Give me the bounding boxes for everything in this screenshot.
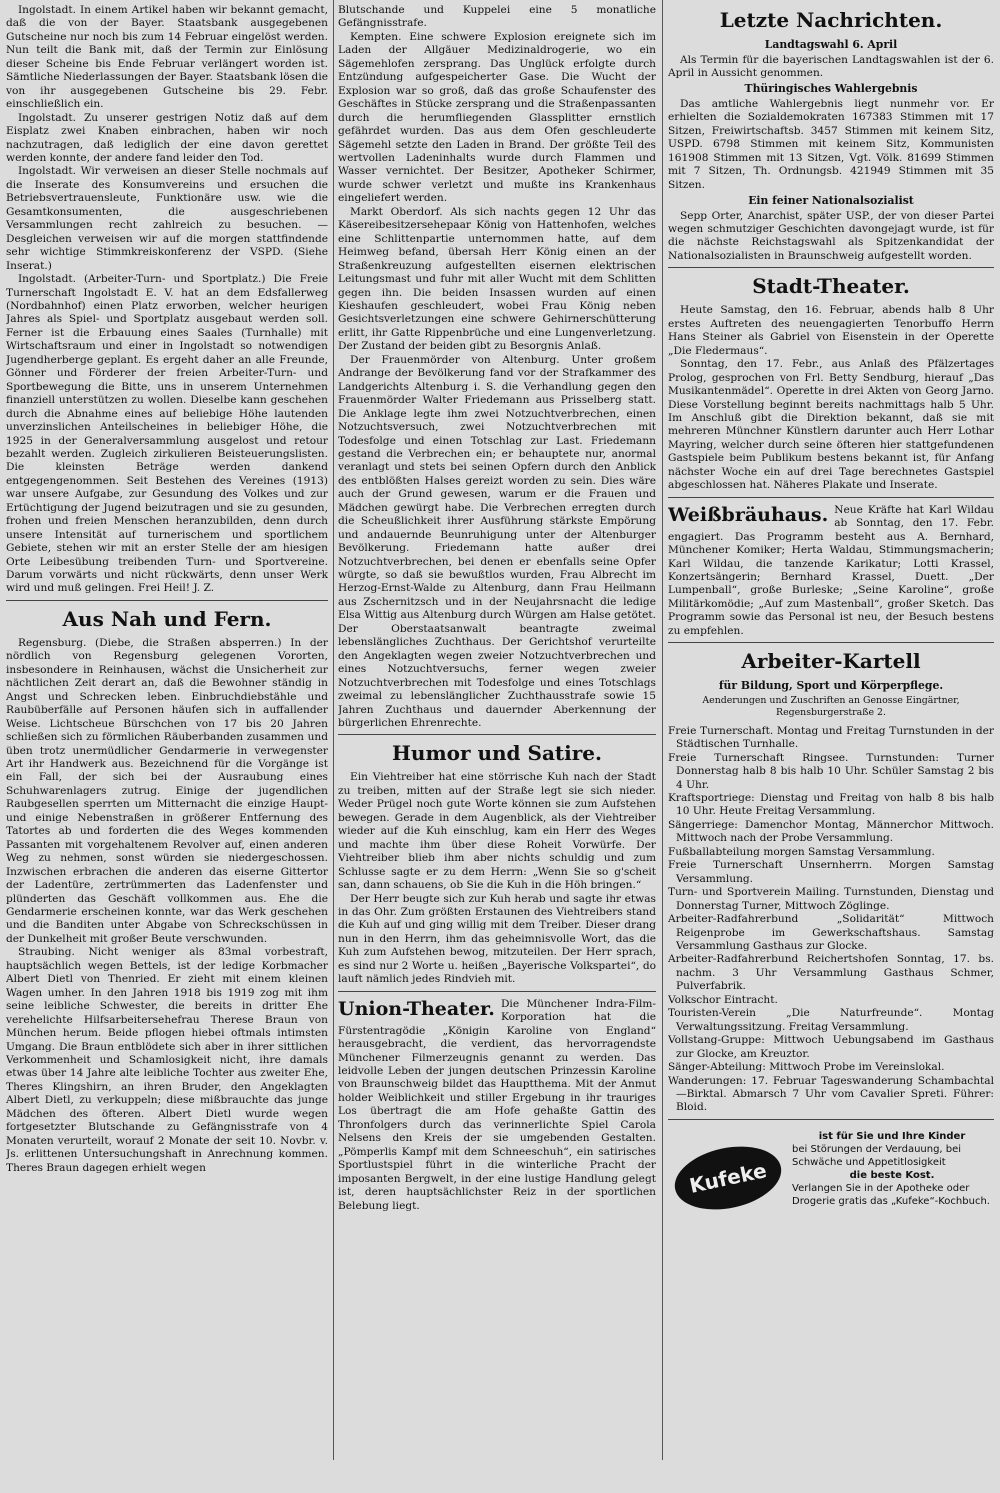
article-stadt-theater-2: Sonntag, den 17. Febr., aus Anlaß des Pfälzertages Prolog, gesprochen von Frl. Betty Sendburg, hierauf „Das Musikantenmädel“. Operette in drei Akten von Georg Jarno. Diese Vorstellung beginnt bereits nachmittags halb 5 Uhr. Im Anschluß gibt die Direktion bekannt, daß sie mit mehreren Münchner Künstlern darunter auch Herr Lothar Mayring, welcher durch seine öfteren hier stattgefundenen Gastspiele beim Publikum bestens bekannt ist, für Anfang nächster Woche ein auf drei Tage berechnetes Gastspiel abgeschlossen hat. Näheres Plakate und Inserate. bbox=[668, 358, 994, 492]
list-item: Volkschor Eintracht. bbox=[668, 993, 778, 1006]
list-item: Vollstang-Gruppe: Mittwoch Uebungsabend im Gasthaus zur Glocke, am Kreuztor. bbox=[668, 1034, 994, 1060]
article-union-theater bbox=[338, 998, 656, 1213]
article-weissbraeuhaus bbox=[668, 504, 994, 639]
union-theater-text: Die Münchener Indra-Film-Korporation hat die Fürstentragödie „Königin Karoline von England“ herausgebracht, die verdient, das hervorragendste Münchener Filmerzeugnis genannt zu werden. Das leidvolle Leben der jungen deutschen Prinzessin Karoline von Braunschweig bildet das Hauptthema. Mit der Anmut holder Weiblichkeit und stiller Ergebung in ihr trauriges Los übertragt die am Hofe gehaßte Gattin des Thronfolgers durch das verinnerlichte Spiel Carola Nelsens den Kreis der sie umgebenden Gestalten. „Pömperlis Kampf mit dem Schneeschuh“, ein satirisches Sportlustspiel führt in die winterliche Pracht der imposanten Bergwelt, in der eine lustige Handlung gelegt ist, deren hauptsächlichster Reiz in der sportlichen Belebung liegt. bbox=[338, 997, 656, 1212]
kufeke-logo-text: Kufeke bbox=[687, 1158, 769, 1198]
list-item: Kraftsportriege: Dienstag und Freitag von halb 8 bis halb 10 Uhr. Heute Freitag Versammlung. bbox=[668, 792, 994, 818]
divider bbox=[668, 497, 994, 498]
column-rule bbox=[662, 0, 663, 1460]
article-nationalsozialist: Sepp Orter, Anarchist, später USP., der von dieser Partei wegen schmutziger Geschichten davongejagt wurde, ist für die nächste Reichstagswahl als Spitzenkandidat der Nationalsozialisten in Braunschweig aufgestellt worden. bbox=[668, 209, 994, 262]
list-item: Arbeiter-Radfahrerbund Reichertshofen Sonntag, 17. bs. nachm. 3 Uhr Versammlung Gasthaus Schmer, Pulverfabrik. bbox=[668, 953, 994, 993]
column-left bbox=[6, 4, 328, 1454]
article-frauenmoerder-altenburg: Der Frauenmörder von Altenburg. Unter großem Andrange der Bevölkerung fand vor der Strafkammer des Landgerichts Altenburg i. S. die Verhandlung gegen den Frauenmörder Walter Friedemann aus Prisselberg statt. Die Anklage legte ihm zwei Notzuchtverbrechen, einen Notzuchtsversuch, zwei Notzuchtverbrechen mit Todesfolge und einen Totschlag zur Last. Friedemann gestand die Verbrechen ein; er behauptete nur, anormal veranlagt und stets bei seinen Opfern durch den Anblick des entblößten Halses gereizt worden zu sein. Dies wäre auch der Grund gewesen, warum er die Frauen und Mädchen gewürgt habe. Die Verbrechen erregten durch die Scheußlichkeit ihrer Ausführung stärkste Empörung und andauernde Beunruhigung unter der Altenburger Bevölkerung. Friedemann hatte außer drei Notzuchtverbrechen, bei denen er ebenfalls seine Opfer würgte, so daß sie bewußtlos wurden, Frau Albrecht im Herzog-Ernst-Walde zu Altenburg, dann Frau Heilmann aus Zschernitzsch und in der Neujahrsnacht die ledige Elsa Wittig aus Altenburg durch Würgen am Halse getötet. Der Oberstaatsanwalt beantragte zweimal lebenslängliches Zuchthaus. Der Gerichtshof verurteilte den Angeklagten wegen zweier Notzuchtverbrechen und eines Notzuchtversuchs, ferner wegen zweier Notzuchtverbrechen mit Todesfolge und eines Totschlags zweimal zu lebenslänglicher Zuchthausstrafe sowie 15 Jahren Zuchthaus und dauernder Aberkennung der bürgerlichen Ehrenrechte. bbox=[338, 353, 656, 730]
article-ingolstadt-eisplatz: Ingolstadt. Zu unserer gestrigen Notiz daß auf dem Eisplatz zwei Knaben einbrachen, haben wir noch nachzutragen, daß lediglich der eine davon gerettet werden konnte, der andere fand leider den Tod. bbox=[6, 111, 328, 164]
article-regensburg: Regensburg. (Diebe, die Straßen absperren.) In der nördlich von Regensburg gelegenen Vororten, insbesondere in Reinhausen, wächst die Unsicherheit zur nächtlichen Zeit derart an, daß die Bewohner ständig in Angst und Schrecken leben. Einbruchdiebstähle und Raubüberfälle auf Personen häufen sich in auffallender Weise. Lichtscheue Bürschchen von 17 bis 20 Jahren schließen sich zu förmlichen Räuberbanden zusammen und üben trotz unermüdlicher Gendarmerie in verwegenster Art ihr Handwerk aus. Bezeichnend für die Vorgänge ist ein Fall, der sich bei der Ausraubung eines Schuhwarenlagers zutrug. Einige der jugendlichen Raubgesellen sperrten um Mitternacht die einzige Haupt- und einige Nebenstraßen in größerer Entfernung des Tatortes ab und forderten die des Weges kommenden Passanten mit vorgehaltenem Revolver auf, einen anderen Weg zu nehmen, sonst würden sie niedergeschossen. Inzwischen erbrachen die anderen das eiserne Gittertor der Ladentüre, zertrümmerten das Ladenfenster und plünderten das Geschäft vollkommen aus. Ehe die Gendarmerie erscheinen konnte, war das Werk geschehen und die Banditen unter Abgabe von Schreckschüssen in der Dunkelheit mit großer Beute verschwunden. bbox=[6, 636, 328, 945]
article-viehtreiber-1: Ein Viehtreiber hat eine störrische Kuh nach der Stadt zu treiben, mitten auf der Straße legt sie sich nieder. Weder Prügel noch gute Worte können sie zum Aufstehen bewegen. Gerade in dem Augenblick, als der Viehtreiber wieder auf die Kuh einschlug, kam ein Herr des Weges und machte ihm über diese Roheit Vorwürfe. Der Viehtreiber blieb ihm aber nichts schuldig und zum Schlusse sagte er zu dem Herrn: „Wenn Sie so g'scheit san, dann schauens, ob Sie die Kuh in die Höh bringen.“ bbox=[338, 771, 656, 892]
list-item: Fußballabteilung morgen Samstag Versammlung. bbox=[668, 845, 935, 858]
ad-line: ist für Sie und Ihre Kinder bbox=[818, 1130, 966, 1142]
divider bbox=[6, 600, 328, 601]
subheading-nationalsozialist: Ein feiner Nationalsozialist bbox=[748, 194, 914, 208]
divider bbox=[668, 267, 994, 268]
kufeke-advertisement bbox=[668, 1128, 994, 1248]
kartell-note: Aenderungen und Zuschriften an Genosse Eingärtner, Regensburgerstraße 2. bbox=[702, 694, 960, 718]
article-ingolstadt-gutscheine: Ingolstadt. In einem Artikel haben wir bekannt gemacht, daß die von der Bayer. Staatsbank ausgegebenen Gutscheine nur noch bis zum 14 Februar eingelöst werden. Nun teilt die Bank mit, daß der Termin zur Einlösung dieser Scheine bis Ende Februar verlängert worden ist. Sämtliche Niederlassungen der Bayer. Staatsbank lösen die von ihr ausgegebenen Gutscheine bis 29. Febr. einschließlich ein. bbox=[6, 4, 328, 111]
list-item: Touristen-Verein „Die Naturfreunde“. Montag Verwaltungssitzung. Freitag Versammlung. bbox=[668, 1007, 994, 1033]
column-middle bbox=[338, 4, 656, 1454]
list-item: Freie Turnerschaft. Montag und Freitag Turnstunden in der Städtischen Turnhalle. bbox=[668, 724, 994, 751]
weissbraeuhaus-text: Neue Kräfte hat Karl Wildau ab Sonntag, den 17. Febr. engagiert. Das Programm besteht aus A. Bernhard, Münchener Komiker; Herta Waldau, Stimmungsmacherin; Karl Wildau, die tanzende Karikatur; Lotti Krassel, Konzertsängerin; Bernhard Krassel, Duett. „Der Lumpenball“, große Burleske; „Seine Karoline“, große Militärkomödie; „Auf zum Mastenball“, großer Sketch. Das Programm sowie das Personal ist neu, der Besuch bestens zu empfehlen. bbox=[668, 503, 994, 637]
weissbraeuhaus-title: Weißbräuhaus. bbox=[668, 503, 829, 526]
article-stadt-theater-1: Heute Samstag, den 16. Februar, abends halb 8 Uhr erstes Auftreten des neuengagierten Tenorbuffo Herrn Hans Steiner als Gabriel von Eisenstein in der Operette „Die Fledermaus“. bbox=[668, 304, 994, 357]
ad-line: bei Störungen der Verdauung, bei Schwäche und Appetitlosigkeit bbox=[792, 1143, 962, 1168]
article-markt-oberdorf: Markt Oberdorf. Als sich nachts gegen 12 Uhr das Käsereibesitzersehepaar König von Hattenhofen, welches eine Schlittenpartie unternommen hatte, auf dem Heimweg befand, übersah Herr König einen an der Straßenkreuzung aufgestellten eisernen elektrischen Leitungsmast und fuhr mit aller Wucht mit dem Schlitten gegen ihn. Die beiden Insassen wurden auf einen Kieshaufen geschleudert, wobei Frau König neben Gesichtsverletzungen eine schwere Gehirnerschütterung erlitt, ihr Gatte Rippenbrüche und eine Lungenverletzung. Der Zustand der beiden gibt zu Besorgnis Anlaß. bbox=[338, 205, 656, 353]
column-rule bbox=[333, 0, 334, 1460]
list-item: Freie Turnerschaft Ringsee. Turnstunden: Turner Donnerstag halb 8 bis halb 10 Uhr. Schüler Samstag 2 bis 4 Uhr. bbox=[668, 751, 994, 791]
article-straubing: Straubing. Nicht weniger als 83mal vorbestraft, hauptsächlich wegen Bettels, ist der ledige Korbmacher Albert Dietl von Thenried. Er zieht mit einem kleinen Wagen umher. In den Jahren 1918 bis 1919 zog mit ihm seine leibliche Schwester, die bereits in dritter Ehe verehelichte Hilfsarbeitersehefrau Therese Braun von München herum. Beide pflogen hiebei oftmals intimsten Umgang. Die Braun entblödete sich aber in ihrer sittlichen Verkommenheit und Schamlosigkeit nicht, ihre damals etwas über 14 Jahre alte leibliche Tochter aus zweiter Ehe, Theres Klingshirn, an ihren Bruder, den Angeklagten Albert Dietl, zu verkuppeln; diese mißbrauchte das junge Mädchen des öfteren. Albert Dietl wurde wegen fortgesetzter Blutschande zu Gefängnisstrafe von 4 Monaten verurteilt, worauf 2 Monate der seit 10. Novbr. v. Js. erlittenen Untersuchungshaft in Anrechnung kommen. Theres Braun dagegen erhielt wegen bbox=[6, 946, 328, 1174]
subheading-bildung-sport: für Bildung, Sport und Körperpflege. bbox=[718, 679, 944, 693]
union-theater-title: Union-Theater. bbox=[338, 997, 495, 1020]
section-heading-aus-nah-und-fern: Aus Nah und Fern. bbox=[62, 606, 272, 631]
section-heading-letzte-nachrichten: Letzte Nachrichten. bbox=[719, 8, 943, 32]
list-item: Turn- und Sportverein Mailing. Turnstunden, Dienstag und Donnerstag Turner, Mittwoch Zöglinge. bbox=[668, 886, 994, 912]
kufeke-ad-text bbox=[792, 1130, 992, 1208]
divider bbox=[668, 642, 994, 643]
list-item: Arbeiter-Radfahrerbund „Solidarität“ Mittwoch Reigenprobe im Gewerkschaftshaus. Samstag Versammlung Gasthaus zur Glocke. bbox=[668, 913, 994, 953]
section-heading-stadt-theater: Stadt-Theater. bbox=[752, 274, 910, 299]
ad-line: Verlangen Sie in der Apotheke oder Drogerie gratis das „Kufeke“-Kochbuch. bbox=[792, 1182, 990, 1207]
kartell-list bbox=[668, 725, 994, 1115]
subheading-thueringen: Thüringisches Wahlergebnis bbox=[744, 82, 918, 96]
divider bbox=[338, 734, 656, 735]
article-kempten: Kempten. Eine schwere Explosion ereignete sich im Laden der Allgäuer Medizinaldrogerie, wo ein Sägemehlofen zersprang. Das Unglück erfolgte durch Entzündung aufgespeicherter Gase. Die Wucht der Explosion war so groß, daß das große Schaufenster des Geschäftes in Stücke zersprang und die Straßenpassanten durch die herumfliegenden Glassplitter ernstlich gefährdet wurden. Das aus dem Ofen geschleuderte Sägemehl setzte den Laden in Brand. Der größte Teil des wertvollen Ladeninhalts wurde durch Flammen und Wasser vernichtet. Der Besitzer, Apotheker Schirmer, wurde schwer verletzt und mußte ins Krankenhaus eingeliefert werden. bbox=[338, 30, 656, 205]
section-heading-arbeiter-kartell: Arbeiter-Kartell bbox=[741, 649, 921, 674]
article-viehtreiber-2: Der Herr beugte sich zur Kuh herab und sagte ihr etwas in das Ohr. Zum größten Erstaunen des Viehtreibers stand die Kuh auf und ging willig mit dem Treiber. Dieser drang nun in den Herrn, ihm das geheimnisvolle Wort, das die Kuh zum Aufstehen bewog, mitzuteilen. Der Herr sprach, es sind nur 2 Worte u. heißen „Bayerische Volkspartei“, do lauft nämlich jedes Rindvieh mit. bbox=[338, 892, 656, 986]
ad-line: die beste Kost. bbox=[849, 1169, 935, 1181]
article-ingolstadt-konsumverein: Ingolstadt. Wir verweisen an dieser Stelle nochmals auf die Inserate des Konsumvereins und ersuchen die Betriebsvertrauensleute, Funktionäre usw. wie die Gesamtkonsumenten, die ausgeschriebenen Versammlungen recht zahlreich zu besuchen. — Desgleichen verweisen wir auf die morgen stattfindende sehr wichtige Stimmkreiskonferenz der VSPD. (Siehe Inserat.) bbox=[6, 165, 328, 272]
subheading-landtagswahl: Landtagswahl 6. April bbox=[764, 38, 898, 51]
divider bbox=[338, 991, 656, 992]
list-item: Freie Turnerschaft Unsernherrn. Morgen Samstag Versammlung. bbox=[668, 859, 994, 885]
list-item: Sängerriege: Damenchor Montag, Männerchor Mittwoch. Mittwoch nach der Probe Versammlung. bbox=[668, 818, 994, 845]
divider bbox=[668, 1119, 994, 1120]
list-item: Sänger-Abteilung: Mittwoch Probe im Vereinslokal. bbox=[668, 1061, 945, 1074]
article-thueringen: Das amtliche Wahlergebnis liegt nunmehr vor. Er erhielten die Sozialdemokraten 167383 Stimmen mit 17 Sitzen, Freiwirtschaftsb. 3457 Stimmen mit keinem Sitz, USPD. 6798 Stimmen mit keinem Sitz, Kommunisten 161908 Stimmen mit 13 Sitzen, Vgt. Völk. 81699 Stimmen mit 7 Sitzen, Th. Ordnungsb. 421949 Stimmen mit 35 Sitzen. bbox=[668, 97, 994, 191]
article-ingolstadt-sportplatz: Ingolstadt. (Arbeiter-Turn- und Sportplatz.) Die Freie Turnerschaft Ingolstadt E. V. hat an dem Edsfallerweg (Nordbahnhof) einen Platz erworben, welcher heurigen Jahres als Spiel- und Sportplatz ausgebaut werden soll. Ferner ist die Erbauung eines Saales (Turnhalle) mit Wirtschaftsraum und einer in Ingolstadt so notwendigen Jugendherberge geplant. Es ergeht daher an alle Freunde, Gönner und Förderer der freien Arbeiter-Turn- und Sportbewegung die Bitte, uns in unserem Unternehmen finanziell unterstützen zu wollen. Dieselbe kann geschehen durch die Abnahme eines auf beliebige Höhe lautenden unverzinslichen Anteilscheines in beliebiger Höhe, die 1925 in der Generalversammlung ausgelost und retour bezahlt werden. Zugleich zirkulieren Beisteuerungslisten. Die kleinsten Beträge werden dankend entgegengenommen. Seit Bestehen des Vereines (1913) war unsere Aufgabe, zur Gesundung des Volkes und zur Ertüchtigung der Jugend beizutragen und sie zu gesunden, frohen und freien Menschen heranzubilden, denn durch unsere Intensität auf turnerischem und sportlichem Gebiete, stehen wir mit an erster Stelle der am hiesigen Orte Leibesübung treibenden Turn- und Sportvereine. Darum vorwärts und nicht rückwärts, denn unser Werk wird und muß gelingen. Frei Heil! J. Z. bbox=[6, 273, 328, 595]
article-continuation: Blutschande und Kuppelei eine 5 monatliche Gefängnisstrafe. bbox=[338, 4, 656, 30]
list-item: Wanderungen: 17. Februar Tageswanderung Schambachtal—Birktal. Abmarsch 7 Uhr vom Cavalier Spreti. Führer: Bloid. bbox=[668, 1074, 994, 1114]
article-landtagswahl: Als Termin für die bayerischen Landtagswahlen ist der 6. April in Aussicht genommen. bbox=[668, 53, 994, 79]
kufeke-logo bbox=[669, 1137, 787, 1218]
section-heading-humor-und-satire: Humor und Satire. bbox=[392, 741, 602, 766]
column-right bbox=[668, 4, 994, 1444]
